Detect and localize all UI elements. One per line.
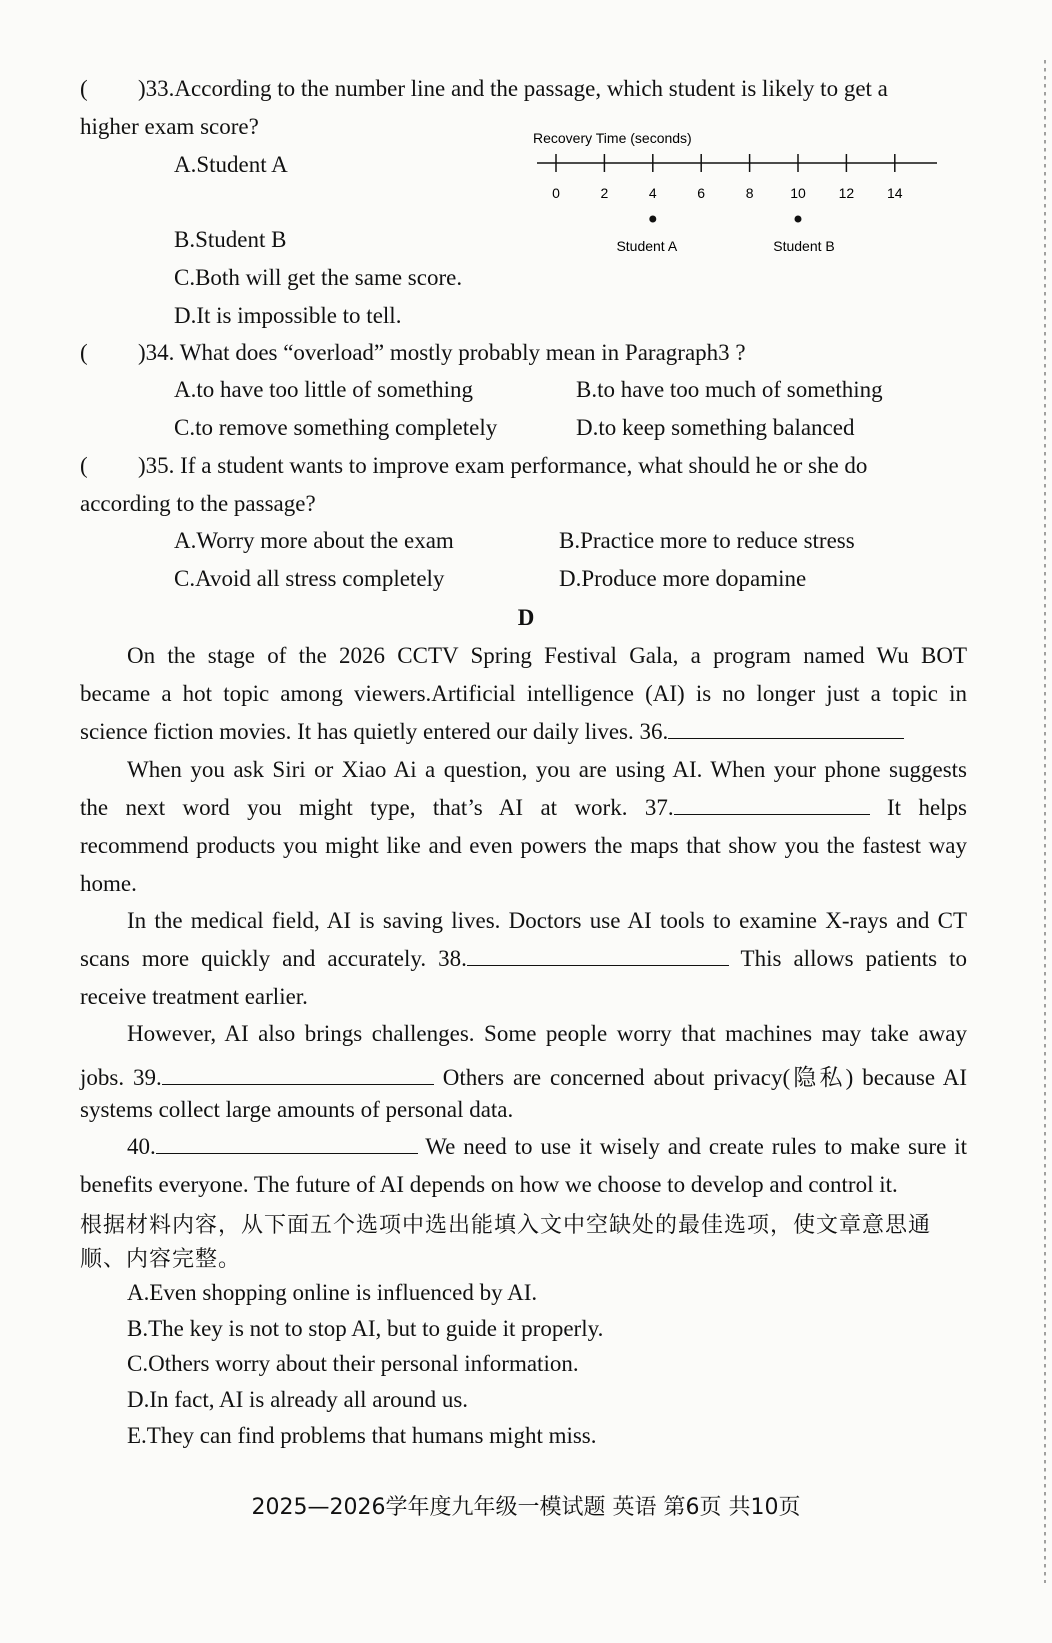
d-option-a: A.Even shopping online is influenced by AI. xyxy=(127,1280,538,1305)
question-35-stem-cont: according to the passage? xyxy=(80,491,316,516)
answer-paren-34[interactable]: ( xyxy=(80,340,88,365)
blank-39[interactable] xyxy=(162,1066,434,1085)
tick-label-12: 12 xyxy=(838,185,855,201)
d-option-e: E.They can find problems that humans might miss. xyxy=(127,1423,597,1448)
passage-p3-line1: In the medical field, AI is saving lives. Doctors use AI tools to examine X-rays and CT xyxy=(127,908,967,933)
section-d-heading: D xyxy=(517,605,535,630)
tick-label-14: 14 xyxy=(887,185,903,201)
tick-label-2: 2 xyxy=(600,185,609,201)
instruction-line2: 顺、内容完整。 xyxy=(80,1247,242,1272)
q34-option-d: D.to keep something balanced xyxy=(576,415,855,440)
data-point-student-a xyxy=(649,216,656,223)
d-option-d: D.In fact, AI is already all around us. xyxy=(127,1387,469,1412)
answer-paren-33[interactable]: ( xyxy=(80,76,88,101)
q35-option-d: D.Produce more dopamine xyxy=(559,566,807,591)
passage-p3-line2: scans more quickly and accurately. 38. This allows patients to xyxy=(80,946,968,971)
passage-p1-line3: science fiction movies. It has quietly entered our daily lives. 36. xyxy=(80,719,904,745)
data-point-student-b xyxy=(795,216,802,223)
q35-option-b: B.Practice more to reduce stress xyxy=(559,528,855,553)
q33-option-b: B.Student B xyxy=(174,227,287,252)
passage-p4-line3: systems collect large amounts of personal data. xyxy=(80,1097,514,1122)
page-footer: 2025—2026学年度九年级一模试题 英语 第6页 共10页 xyxy=(251,1495,801,1520)
d-option-b: B.The key is not to stop AI, but to guide it properly. xyxy=(127,1316,604,1341)
passage-p2-line1: When you ask Siri or Xiao Ai a question, you are using AI. When your phone suggests xyxy=(127,757,967,782)
passage-p4-line1: However, AI also brings challenges. Some people worry that machines may take away xyxy=(127,1021,967,1046)
answer-paren-35[interactable]: ( xyxy=(80,453,88,478)
q34-option-c: C.to remove something completely xyxy=(174,415,498,440)
blank-38[interactable] xyxy=(467,947,729,966)
data-label-student-b: Student B xyxy=(773,238,835,254)
q34-option-b: B.to have too much of something xyxy=(576,377,883,402)
instruction-line1: 根据材料内容，从下面五个选项中选出能填入文中空缺处的最佳选项，使文章意思通 xyxy=(80,1213,932,1238)
tick-label-4: 4 xyxy=(648,185,657,201)
passage-p5-line2: benefits everyone. The future of AI depends on how we choose to develop and control it. xyxy=(80,1172,898,1197)
q35-option-c: C.Avoid all stress completely xyxy=(174,566,445,591)
chart-title: Recovery Time (seconds) xyxy=(533,130,692,146)
question-33-stem: ( )33.According to the number line and the passage, which student is likely to get a xyxy=(80,76,888,101)
passage-p2-line2: the next word you might type, that’s AI at work. 37. It helps xyxy=(80,795,968,820)
passage-p1-line1: On the stage of the 2026 CCTV Spring Festival Gala, a program named Wu BOT xyxy=(127,643,967,668)
recovery-time-number-line xyxy=(525,125,945,265)
tick-label-10: 10 xyxy=(790,185,806,201)
passage-p3-line3: receive treatment earlier. xyxy=(80,984,308,1009)
passage-p2-line4: home. xyxy=(80,871,137,896)
passage-p4-line2: jobs. 39. Others are concerned about privacy(隐私) because AI xyxy=(80,1065,968,1090)
page-edge-binding-marks xyxy=(1044,60,1046,1583)
question-35-stem: ( )35. If a student wants to improve exam performance, what should he or she do xyxy=(80,453,868,478)
tick-label-6: 6 xyxy=(697,185,706,201)
question-34-stem: ( )34. What does “overload” mostly probably mean in Paragraph3 ? xyxy=(80,340,746,365)
q34-option-a: A.to have too little of something xyxy=(174,377,473,402)
tick-label-0: 0 xyxy=(552,185,560,201)
data-label-student-a: Student A xyxy=(616,238,678,254)
passage-p1-line2: became a hot topic among viewers.Artificial intelligence (AI) is no longer just a topic in xyxy=(80,681,967,706)
tick-label-8: 8 xyxy=(745,185,754,201)
blank-36[interactable] xyxy=(668,720,904,739)
blank-37[interactable] xyxy=(674,796,870,815)
passage-p2-line3: recommend products you might like and even powers the maps that show you the fastest way xyxy=(80,833,967,858)
question-33-stem-cont: higher exam score? xyxy=(80,114,259,139)
passage-p5-line1: 40. We need to use it wisely and create rules to make sure it xyxy=(127,1134,967,1159)
q33-option-c: C.Both will get the same score. xyxy=(174,265,463,290)
q35-option-a: A.Worry more about the exam xyxy=(174,528,454,553)
q33-option-a: A.Student A xyxy=(174,152,288,177)
q33-option-d: D.It is impossible to tell. xyxy=(174,303,402,328)
d-option-c: C.Others worry about their personal information. xyxy=(127,1351,579,1376)
blank-40[interactable] xyxy=(156,1135,418,1154)
